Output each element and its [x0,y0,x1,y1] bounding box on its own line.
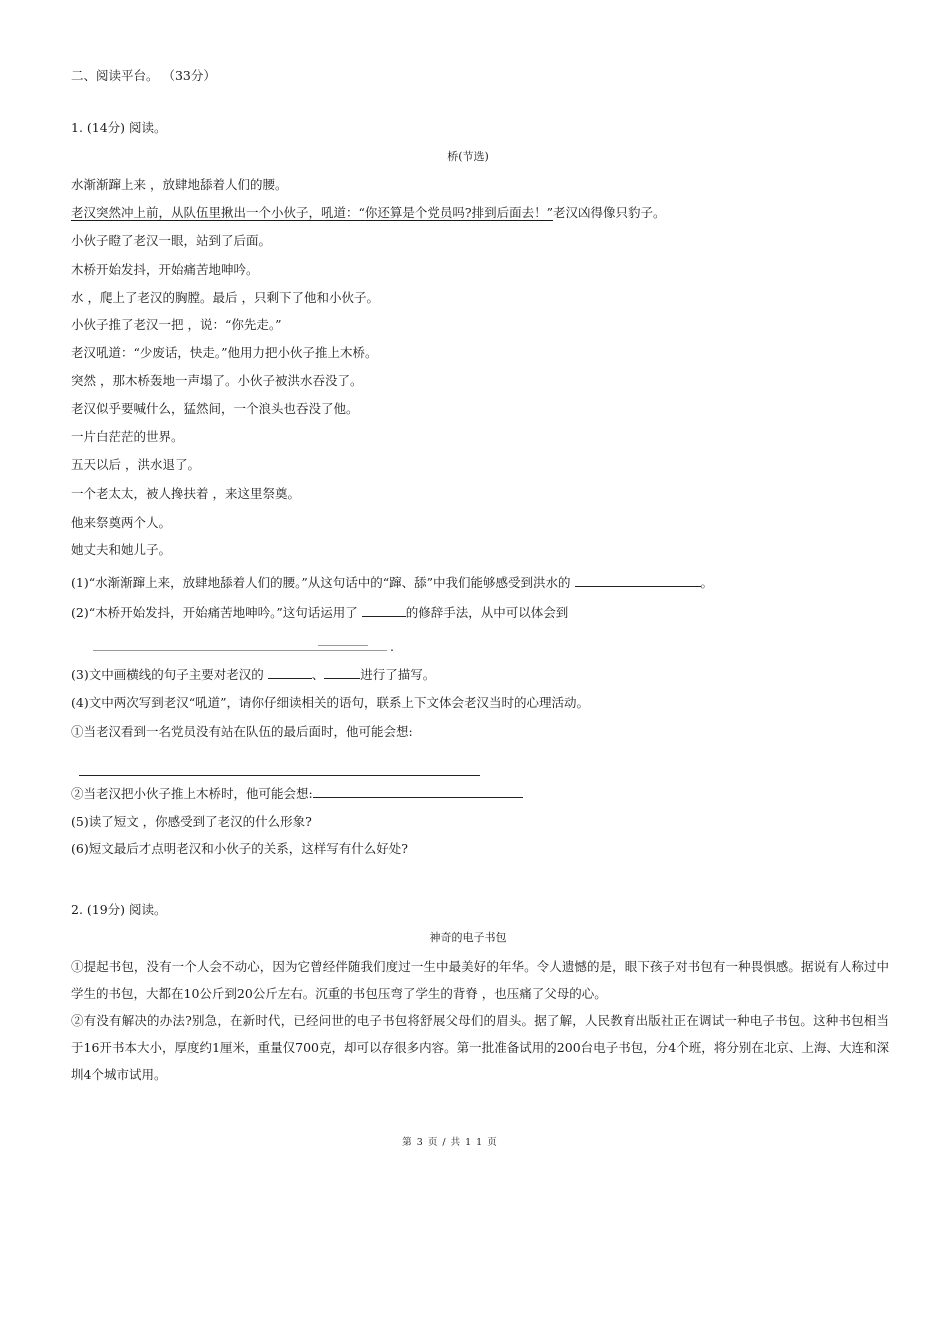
question-1-4-1: ①当老汉看到一名党员没有站在队伍的最后面时，他可能会想: [71,724,413,739]
passage-1-paragraph [71,204,666,222]
question-1-5: (5)读了短文 ，你感受到了老汉的什么形象? [71,814,312,829]
passage-2-title: 神奇的电子书包 [429,931,507,944]
passage-1-paragraph: 突然 ，那木桥轰地一声塌了。小伙子被洪水吞没了。 [71,373,363,388]
passage-1-paragraph-tail: 老汉凶得像只豹子。 [552,205,666,220]
passage-1-paragraph: 小伙子瞪了老汉一眼，站到了后面。 [71,233,272,248]
section-heading: 二、阅读平台。 （33分） [71,68,216,83]
question-2-label: 2. (19分) 阅读。 [71,902,167,917]
passage-1-paragraph: 小伙子推了老汉一把 ，说：“你先走。” [71,317,282,332]
answer-blank-1-2a[interactable] [362,604,406,617]
passage-1-paragraph: 一个老太太，被人搀扶着 ，来这里祭奠。 [71,486,300,501]
question-1-1: (1)“水渐渐蹿上来，放肆地舔着人们的腰。”从这句话中的“蹿、舔”中我们能够感受到洪水的 。 [71,575,714,590]
passage-1-paragraph: 老汉吼道：“少废话，快走。”他用力把小伙子推上木桥。 [71,345,378,360]
question-1-label: 1. (14分) 阅读。 [71,120,167,135]
answer-blank-1-2b-mark [318,645,368,646]
passage-1-paragraph: 她丈夫和她儿子。 [71,542,172,557]
passage-1-paragraph: 木桥开始发抖，开始痛苦地呻吟。 [71,262,259,277]
passage-1-paragraph: 老汉似乎要喊什么，猛然间，一个浪头也吞没了他。 [71,401,359,416]
answer-blank-1-2b[interactable] [93,650,387,651]
answer-blank-1-4-2[interactable] [313,785,523,798]
passage-1-paragraph: 一片白茫茫的世界。 [71,429,184,444]
answer-blank-1-1[interactable] [575,574,701,587]
question-1-4-2: ②当老汉把小伙子推上木桥时，他可能会想: [71,785,523,803]
question-1-4: (4)文中两次写到老汉“吼道”，请你仔细读相关的语句，联系上下文体会老汉当时的心理活动。 [71,695,589,710]
passage-1-paragraph: 五天以后 ，洪水退了。 [71,457,200,472]
question-1-3: (3)文中画横线的句子主要对老汉的 、 进行了描写。 [71,667,436,682]
answer-blank-1-3b[interactable] [324,666,360,679]
page-footer: 第 3 页 / 共 1 1 页 [402,1137,498,1148]
passage-2-paragraph-1: ①提起书包，没有一个人会不动心，因为它曾经伴随我们度过一生中最美好的年华。令人遗憾的是，眼下孩子对书包有一种畏惧感。据说有人称过中学生的书包，大都在10公斤到20公斤左右。沉重的书包压弯了学生的背脊 ，也压痛了父母的心。 [71,959,889,1001]
question-1-2-end: . [390,639,394,654]
passage-2-paragraph-2: ②有没有解决的办法?别急，在新时代，已经问世的电子书包将舒展父母们的眉头。据了解，人民教育出版社正在调试一种电子书包。这种书包相当于16开书本大小，厚度约1厘米，重量仅700克，却可以存很多内容。第一批准备试用的200台电子书包，分4个班，将分别在北京、上海、大连和深圳4个城市试用。 [71,1013,889,1082]
passage-1-paragraph: 水 ，爬上了老汉的胸膛。最后 ，只剩下了他和小伙子。 [71,290,379,305]
underlined-sentence: 老汉突然冲上前，从队伍里揪出一个小伙子，吼道：“你还算是个党员吗?排到后面去！” [71,205,553,220]
answer-line-1-4-1[interactable] [79,775,480,776]
answer-blank-1-3a[interactable] [268,666,312,679]
passage-1-paragraph: 水渐渐蹿上来 ，放肆地舔着人们的腰。 [71,177,288,192]
passage-1-title: 桥(节选) [447,150,489,163]
passage-1-paragraph: 他来祭奠两个人。 [71,515,172,530]
question-1-6: (6)短文最后才点明老汉和小伙子的关系，这样写有什么好处? [71,841,408,856]
question-1-2: (2)“木桥开始发抖，开始痛苦地呻吟。”这句话运用了 的修辞手法，从中可以体会到 [71,605,569,620]
